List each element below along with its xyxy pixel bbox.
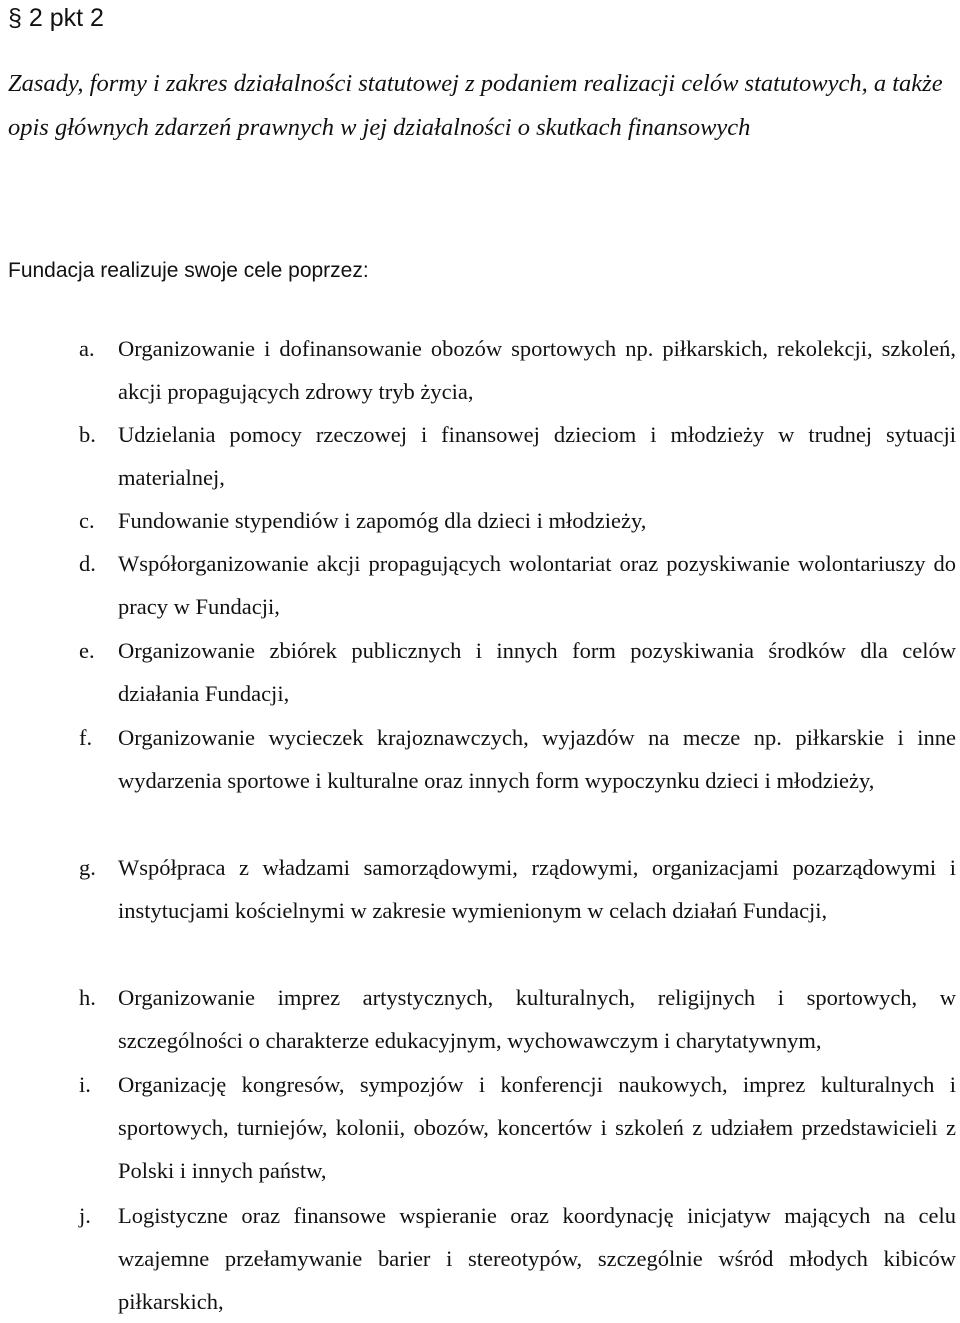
list-item-marker: e. xyxy=(79,638,95,663)
list-item-text: Organizowanie wycieczek krajoznawczych, wyjazdów na mecze np. piłkarskie i inne wydarzenia sportowe i kulturalne oraz innych form wypoczynku dzieci i młodzieży, xyxy=(118,725,956,793)
list-item-marker: c. xyxy=(79,508,95,533)
list-item-text: Organizowanie imprez artystycznych, kulturalnych, religijnych i sportowych, w szczególności o charakterze edukacyjnym, wychowawczym i charytatywnym, xyxy=(118,985,956,1053)
list-item xyxy=(79,327,956,413)
list-item-text: Logistyczne oraz finansowe wspieranie oraz koordynację inicjatyw mających na celu wzajemne przełamywanie barier i stereotypów, szczególnie wśród młodych kibiców piłkarskich, xyxy=(118,1203,956,1314)
list-item xyxy=(79,1063,956,1192)
list-item-marker: h. xyxy=(79,985,96,1010)
list-item-marker: f. xyxy=(79,725,93,750)
list-item-marker: b. xyxy=(79,422,96,447)
lead-sentence: Fundacja realizuje swoje cele poprzez: xyxy=(8,259,369,282)
list-item-text: Organizowanie zbiórek publicznych i innych form pozyskiwania środków dla celów działania Fundacji, xyxy=(118,638,956,706)
list-item-marker: j. xyxy=(79,1203,91,1228)
list-item xyxy=(79,846,956,932)
list-item xyxy=(79,542,956,628)
list-item xyxy=(79,1194,956,1323)
section-heading: § 2 pkt 2 xyxy=(8,4,104,32)
list-item xyxy=(79,716,956,802)
list-item-text: Współpraca z władzami samorządowymi, rządowymi, organizacjami pozarządowymi i instytucjami kościelnymi w zakresie wymienionym w celach działań Fundacji, xyxy=(118,855,956,923)
list-item-marker: a. xyxy=(79,336,95,361)
list-item xyxy=(79,499,956,542)
list-item xyxy=(79,629,956,715)
list-item-text: Udzielania pomocy rzeczowej i finansowej dzieciom i młodzieży w trudnej sytuacji materialnej, xyxy=(118,422,956,490)
list-item xyxy=(79,976,956,1062)
list-item-marker: i. xyxy=(79,1072,91,1097)
list-item-text: Fundowanie stypendiów i zapomóg dla dzieci i młodzieży, xyxy=(118,508,647,533)
list-item-text: Współorganizowanie akcji propagujących wolontariat oraz pozyskiwanie wolontariuszy do pracy w Fundacji, xyxy=(118,551,956,619)
list-item xyxy=(79,413,956,499)
list-item-text: Organizację kongresów, sympozjów i konferencji naukowych, imprez kulturalnych i sportowych, turniejów, kolonii, obozów, koncertów i szkoleń z udziałem przedstawicieli z Polski i innych państw, xyxy=(118,1072,956,1183)
list-item-marker: d. xyxy=(79,551,96,576)
list-item-text: Organizowanie i dofinansowanie obozów sportowych np. piłkarskich, rekolekcji, szkoleń, akcji propagujących zdrowy tryb życia, xyxy=(118,336,956,404)
list-item-marker: g. xyxy=(79,855,96,880)
section-intro: Zasady, formy i zakres działalności statutowej z podaniem realizacji celów statutowych, a także opis głównych zdarzeń prawnych w jej działalności o skutkach finansowych xyxy=(8,70,943,141)
